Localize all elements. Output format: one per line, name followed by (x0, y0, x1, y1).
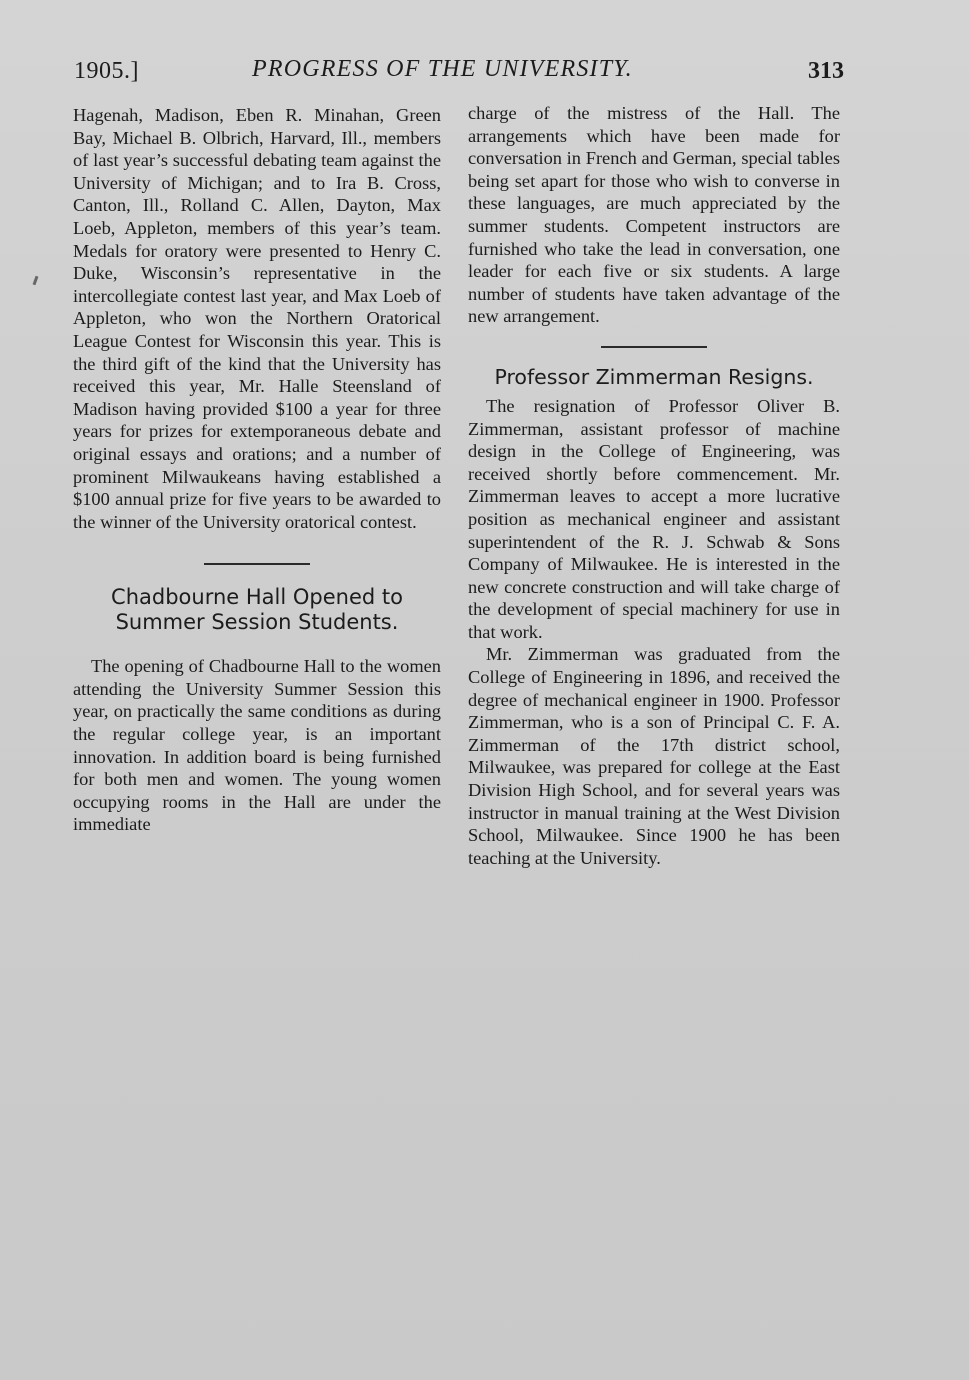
right-column (468, 102, 840, 869)
right-paragraph-1: charge of the mistress of the Hall. The arrangements which have been made for conversation in French and German, special tables being set apart for those who wish to converse in these languages, are much appreciated by the summer students. Competent instructors are furnished who take the lead in conversation, one leader for each five or six students. A large number of students have taken advantage of the new arrangement. (468, 103, 840, 327)
left-column (73, 104, 441, 836)
chadbourne-heading: Chadbourne Hall Opened to Summer Session Students. (111, 585, 403, 635)
right-paragraph-2: The resignation of Professor Oliver B. Zimmerman, assistant professor of machine design in the College of Engineering, was received shortly before commencement. Mr. Zimmerman leaves to accept a more lucrative position as mechanical engineer and assistant superintendent of the R. J. Schwab & Sons Company of Milwaukee. He is interested in the new concrete construction and will take charge of the development of special machinery for use in that work. (468, 395, 840, 642)
left-paragraph-2: The opening of Chadbourne Hall to the women attending the University Summer Session this year, on practically the same conditions as during the regular college year, is an important innovation. In addition board is being furnished for both men and women. The young women occupying rooms in the Hall are under the immediate (73, 656, 441, 835)
stray-mark (33, 276, 39, 285)
left-paragraph-1: Hagenah, Madison, Eben R. Minahan, Green Bay, Michael B. Olbrich, Harvard, Ill., members of last year’s successful debating team against the University of Michigan; and to Ira B. Cross, Canton, Ill., Rolland C. Allen, Dayton, Max Loeb, Appleton, members of this year’s team. Medals for oratory were presented to Henry C. Duke, Wisconsin’s representative in the intercollegiate contest last year, and Max Loeb of Appleton, who won the Northern Oratorical League Contest for Wisconsin this year. This is the third gift of the kind that the University has received this year, Mr. Halle Steensland of Madison having provided $100 a year for three years for prizes for extemporaneous debate and original essays and orations; and a number of prominent Milwaukeans having established a $100 annual prize for five years to be awarded to the winner of the University oratorical contest. (73, 105, 441, 532)
zimmerman-heading: Professor Zimmerman Resigns. (494, 364, 814, 389)
running-head-year: 1905.] (74, 58, 139, 84)
right-paragraph-3: Mr. Zimmerman was graduated from the College of Engineering in 1896, and received the degree of mechanical engineer in 1900. Professor Zimmerman, who is a son of Principal C. F. A. Zimmerman of the 17th district school, Milwaukee, was prepared for college at the East Division High School, and for several years was instructor in manual training at the West Division School, Milwaukee. Since 1900 he has been teaching at the University. (468, 644, 840, 868)
section-divider (204, 563, 310, 565)
running-head (74, 56, 844, 90)
page-number: 313 (808, 58, 844, 84)
running-head-title: PROGRESS OF THE UNIVERSITY. (252, 56, 633, 82)
section-divider (601, 346, 707, 348)
